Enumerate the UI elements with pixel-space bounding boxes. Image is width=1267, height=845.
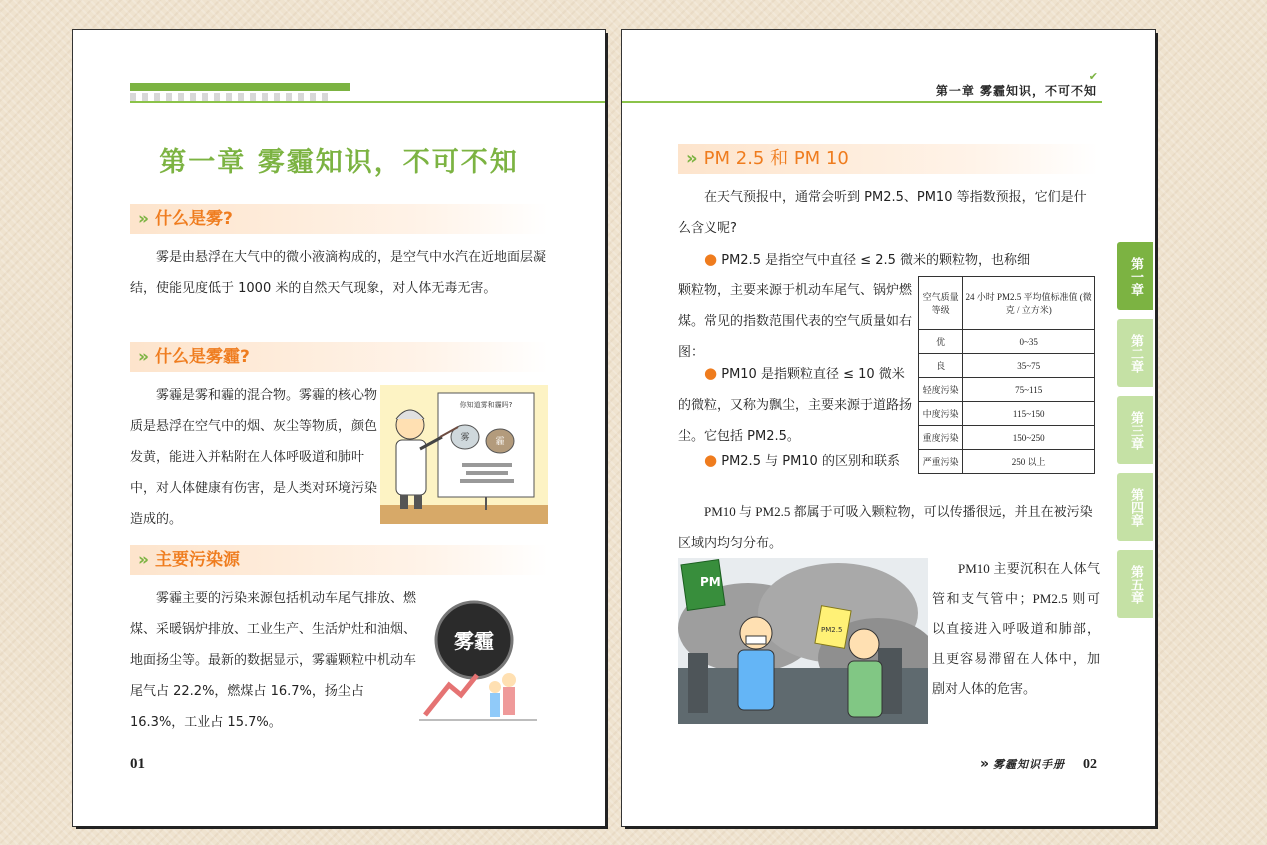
table-cell: 良 [919,354,963,378]
tab-chapter-1[interactable]: 第一章 [1117,242,1153,310]
haze-badge-text: 雾霾 [454,629,494,653]
table-cell: 轻度污染 [919,378,963,402]
header-band-line [130,101,605,103]
board-title: 你知道雾和霾吗? [459,401,513,409]
bullet-pm25-line1 [678,244,1098,276]
section-heading-label: 什么是雾? [154,209,233,229]
table-cell: 250 以上 [963,450,1095,474]
table-header-level: 空气质量等级 [919,277,963,330]
table-row [919,330,1095,354]
intro-paragraph: 在天气预报中，通常会听到 PM2.5、PM10 等指数预报，它们是什么含义呢? [678,190,1087,236]
table-cell: 35~75 [963,354,1095,378]
sign-pm25-text: PM2.5 [821,626,843,634]
table-cell: 115~150 [963,402,1095,426]
section-heading-haze [130,342,548,372]
bullet-diff-text: PM2.5 与 PM10 的区别和联系 [721,454,900,469]
bullet-pm25-first: PM2.5 是指空气中直径 ≤ 2.5 微米的颗粒物，也称细 [721,253,1031,268]
table-cell: 严重污染 [919,450,963,474]
table-cell: 中度污染 [919,402,963,426]
table-cell: 150~250 [963,426,1095,450]
left-page [73,30,605,826]
table-row [919,354,1095,378]
side-paragraph: PM10 主要沉积在人体气管和支气管中；PM2.5 则可以直接进入呼吸道和肺部，且更容易滞留在人体中，加剧对人体的危害。 [932,561,1100,696]
table-cell: 75~115 [963,378,1095,402]
header-band-bar [130,83,350,91]
bullet-pm10 [678,358,914,452]
page-number: 01 [130,756,145,772]
table-row [919,450,1095,474]
pollution-illustration-svg [678,558,928,724]
teacher-illustration [380,385,548,524]
section-heading-label: 主要污染源 [154,550,240,570]
table-cell: 重度污染 [919,426,963,450]
chevron-right-icon: » [138,550,149,570]
chevron-right-icon: » [686,148,698,169]
chevron-right-icon: » [138,209,149,229]
table-cell: 0~35 [963,330,1095,354]
sign-pm-text: PM [700,575,721,589]
chevron-right-icon: » [138,347,149,367]
haze-badge-illustration [419,595,537,730]
bullet-diff [678,445,918,477]
teacher-illustration-svg [380,385,548,524]
tab-chapter-3[interactable]: 第三章 [1117,396,1153,464]
air-quality-table [918,276,1095,474]
pollution-illustration [678,558,928,724]
chevron-right-icon: » [979,756,989,772]
header-band-dots [130,93,330,101]
section-heading-sources [130,545,548,575]
bullet-pm10-text: PM10 是指颗粒直径 ≤ 10 微米的微粒，又称为飘尘，主要来源于道路扬尘。它包括 PM2.5。 [678,367,913,444]
section-body-sources: 雾霾主要的污染来源包括机动车尾气排放、燃煤、采暖锅炉排放、工业生产、生活炉灶和油烟、地面扬尘等。最新的数据显示，雾霾颗粒中机动车尾气占 22.2%，燃煤占 16.7%，扬尘占 16.3%，工业占 15.7%。 [130,591,417,730]
table-cell: 优 [919,330,963,354]
section-body-fog: 雾是由悬浮在大气中的微小液滴构成的，是空气中水汽在近地面层凝结，使能见度低于 1000 米的自然天气现象，对人体无毒无害。 [130,250,547,296]
section-heading-pm [678,144,1098,174]
page-number: 02 [1083,757,1097,772]
section-heading-fog [130,204,548,234]
table-header-standard: 24 小时 PM2.5 平均值标准值 (微克 / 立方米) [963,277,1095,330]
bullet-icon: ● [704,451,718,469]
tab-chapter-2[interactable]: 第二章 [1117,319,1153,387]
section-body-haze: 雾霾是雾和霾的混合物。雾霾的核心物质是悬浮在空气中的烟、灰尘等物质，颜色发黄，能进入并粘附在人体呼吸道和肺叶中，对人体健康有伤害，是人类对环境污染造成的。 [130,388,378,527]
haze-badge-svg [419,595,537,730]
section-heading-label: 什么是雾霾? [154,347,250,367]
board-haze-label: 霾 [495,437,505,447]
right-page [622,30,1155,826]
tab-chapter-4[interactable]: 第四章 [1117,473,1153,541]
header-line [622,101,1102,103]
footer [980,756,1097,773]
compare-paragraph: PM10 与 PM2.5 都属于可吸入颗粒物，可以传播很远，并且在被污染区域内均匀分布。 [678,504,1093,550]
header-band [130,83,605,103]
footer-book-title: 雾霾知识手册 [993,758,1065,771]
tab-chapter-5[interactable]: 第五章 [1117,550,1153,618]
table-row [919,426,1095,450]
running-head: 第一章 雾霾知识，不可不知 [935,84,1097,98]
section-heading-label: PM 2.5 和 PM 10 [703,148,849,169]
bullet-icon: ● [704,250,718,268]
board-fog-label: 雾 [460,433,470,443]
table-row [919,378,1095,402]
chapter-title: 第一章 雾霾知识，不可不知 [159,147,519,178]
leaf-icon: ✔ [1088,70,1098,83]
bullet-pm25-rest: 颗粒物，主要来源于机动车尾气、锅炉燃煤。常见的指数范围代表的空气质量如右图： [678,283,913,360]
table-row [919,402,1095,426]
bullet-icon: ● [704,364,718,382]
